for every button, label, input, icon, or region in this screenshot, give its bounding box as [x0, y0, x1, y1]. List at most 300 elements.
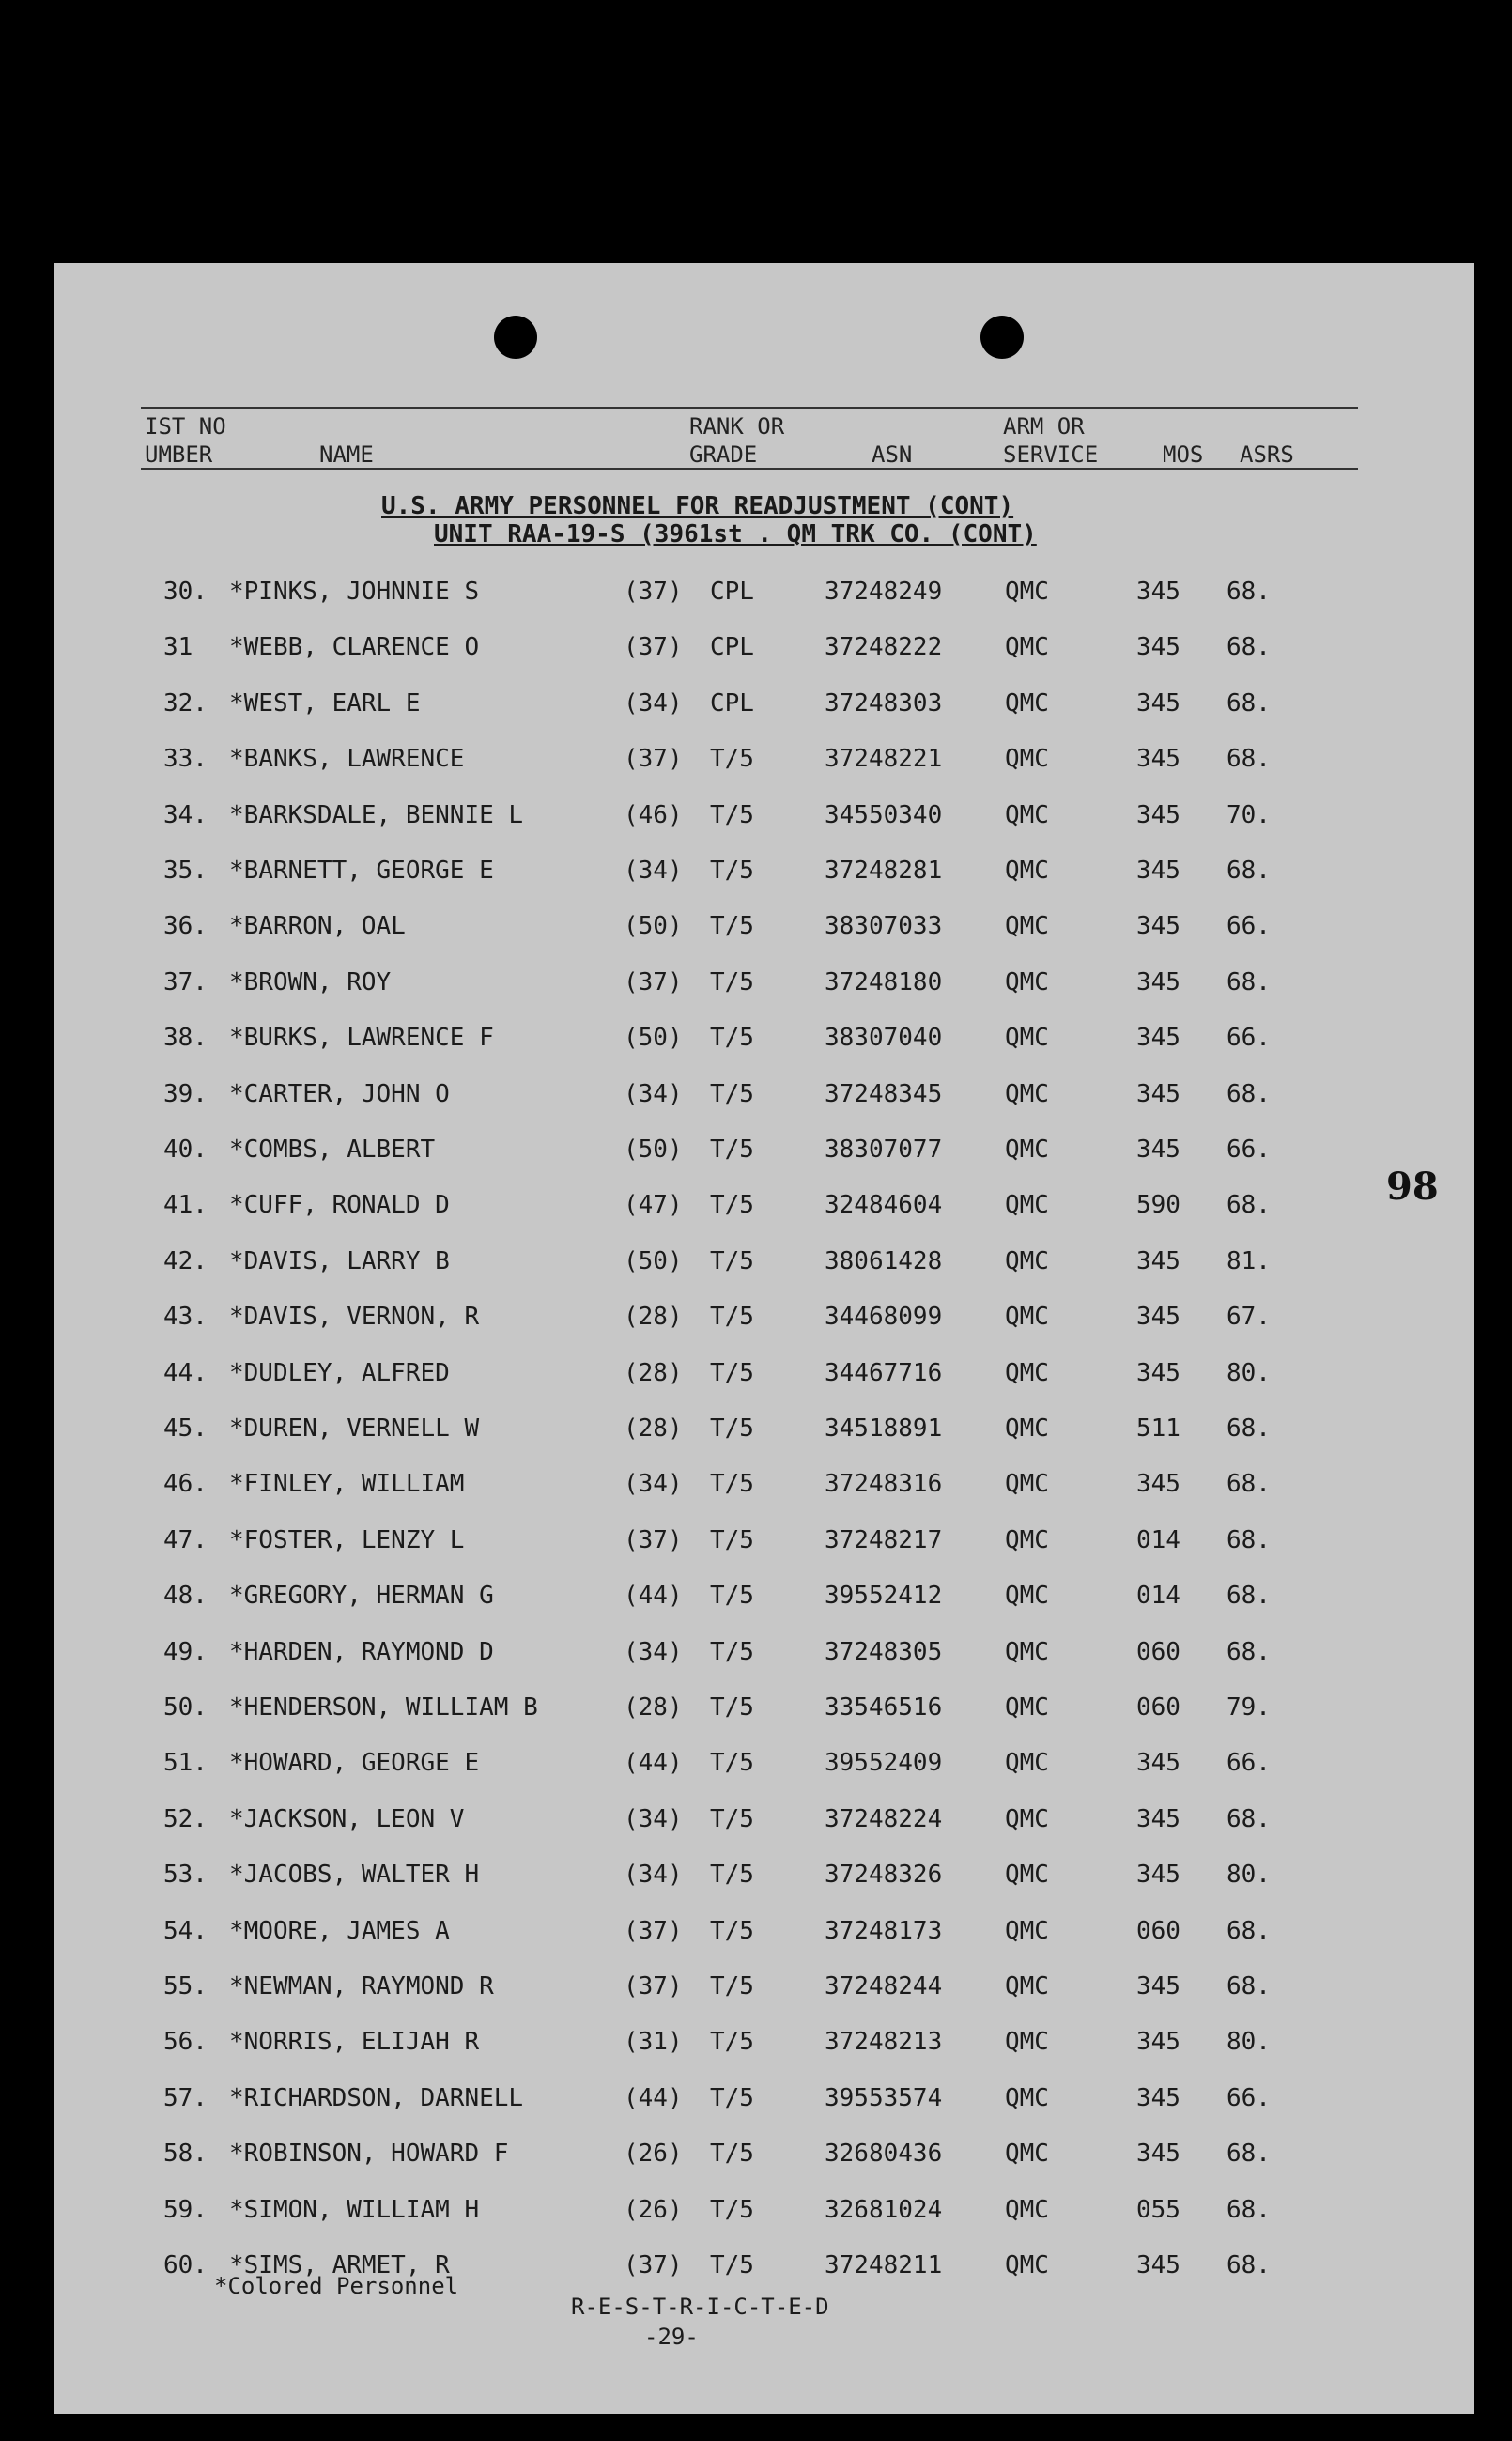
mos-code: 345: [1136, 633, 1180, 662]
row-number: 41.: [163, 1191, 208, 1220]
table-row: [54, 1917, 1474, 1954]
grade: T/5: [710, 967, 754, 996]
mos-code: 345: [1136, 1246, 1180, 1275]
age-group: (34): [624, 1637, 683, 1666]
header-bottom-rule: [141, 468, 1358, 470]
arm-of-service: QMC: [1005, 2083, 1049, 2112]
grade: T/5: [710, 1637, 754, 1666]
age-group: (28): [624, 1414, 683, 1443]
arm-of-service: QMC: [1005, 633, 1049, 662]
mos-code: 345: [1136, 1470, 1180, 1499]
personnel-name: *CUFF, RONALD D: [229, 1191, 450, 1220]
serial-number: 37248211: [825, 2251, 943, 2279]
title-line-2: UNIT RAA-19-S (3961st . QM TRK CO. (CONT): [434, 520, 1037, 548]
personnel-name: *BARKSDALE, BENNIE L: [229, 800, 524, 829]
mos-code: 345: [1136, 745, 1180, 774]
table-row: [54, 1191, 1474, 1228]
personnel-name: *COMBS, ALBERT: [229, 1136, 436, 1164]
age-group: (26): [624, 2195, 683, 2224]
asrs-score: 68.: [1227, 857, 1271, 885]
mos-code: 060: [1136, 1916, 1180, 1945]
arm-of-service: QMC: [1005, 1972, 1049, 2001]
row-number: 38.: [163, 1024, 208, 1053]
arm-of-service: QMC: [1005, 2251, 1049, 2279]
arm-of-service: QMC: [1005, 688, 1049, 718]
age-group: (50): [624, 1136, 683, 1164]
grade: T/5: [710, 1414, 754, 1443]
serial-number: 37248305: [825, 1637, 943, 1666]
asrs-score: 66.: [1227, 912, 1271, 941]
arm-of-service: QMC: [1005, 1358, 1049, 1387]
document-page: [54, 263, 1474, 2414]
asrs-score: 66.: [1227, 1024, 1271, 1053]
personnel-name: *MOORE, JAMES A: [229, 1916, 450, 1945]
asrs-score: 80.: [1227, 2028, 1271, 2057]
personnel-name: *BARRON, OAL: [229, 912, 406, 941]
grade: T/5: [710, 1246, 754, 1275]
grade: CPL: [710, 578, 754, 606]
table-row: [54, 1805, 1474, 1843]
serial-number: 37248213: [825, 2028, 943, 2057]
age-group: (28): [624, 1358, 683, 1387]
personnel-name: *DUDLEY, ALFRED: [229, 1358, 450, 1387]
asrs-score: 68.: [1227, 578, 1271, 606]
mos-code: 345: [1136, 1972, 1180, 2001]
table-row: [54, 1247, 1474, 1285]
header-list-no: IST NO: [145, 413, 226, 440]
asrs-score: 66.: [1227, 1136, 1271, 1164]
grade: T/5: [710, 912, 754, 941]
personnel-name: *FINLEY, WILLIAM: [229, 1470, 465, 1499]
grade: T/5: [710, 1525, 754, 1554]
grade: T/5: [710, 1079, 754, 1108]
asrs-score: 70.: [1227, 800, 1271, 829]
personnel-name: *JACKSON, LEON V: [229, 1804, 465, 1833]
age-group: (26): [624, 2140, 683, 2169]
table-row: [54, 1303, 1474, 1340]
asrs-score: 80.: [1227, 1861, 1271, 1890]
personnel-name: *BURKS, LAWRENCE F: [229, 1024, 494, 1053]
grade: T/5: [710, 1303, 754, 1332]
punch-hole: [980, 316, 1024, 359]
serial-number: 39553574: [825, 2083, 943, 2112]
arm-of-service: QMC: [1005, 1136, 1049, 1164]
grade: T/5: [710, 1582, 754, 1611]
grade: CPL: [710, 688, 754, 718]
mos-code: 345: [1136, 1804, 1180, 1833]
grade: T/5: [710, 1916, 754, 1945]
asrs-score: 68.: [1227, 1972, 1271, 2001]
page-stamp-number: 98: [1386, 1165, 1439, 1209]
row-number: 36.: [163, 912, 208, 941]
row-number: 49.: [163, 1637, 208, 1666]
page-number: -29-: [644, 2324, 699, 2350]
header-asrs: ASRS: [1240, 441, 1294, 468]
age-group: (37): [624, 1525, 683, 1554]
personnel-name: *HARDEN, RAYMOND D: [229, 1637, 494, 1666]
grade: T/5: [710, 2140, 754, 2169]
asrs-score: 68.: [1227, 2251, 1271, 2279]
grade: T/5: [710, 2251, 754, 2279]
mos-code: 345: [1136, 1303, 1180, 1332]
grade: T/5: [710, 745, 754, 774]
table-row: [54, 912, 1474, 950]
arm-of-service: QMC: [1005, 967, 1049, 996]
asrs-score: 68.: [1227, 1637, 1271, 1666]
age-group: (50): [624, 1024, 683, 1053]
row-number: 45.: [163, 1414, 208, 1443]
arm-of-service: QMC: [1005, 1414, 1049, 1443]
mos-code: 345: [1136, 1024, 1180, 1053]
personnel-name: *NORRIS, ELIJAH R: [229, 2028, 480, 2057]
age-group: (34): [624, 1470, 683, 1499]
row-number: 53.: [163, 1861, 208, 1890]
grade: T/5: [710, 1024, 754, 1053]
serial-number: 32484604: [825, 1191, 943, 1220]
asrs-score: 68.: [1227, 1079, 1271, 1108]
age-group: (44): [624, 1749, 683, 1778]
arm-of-service: QMC: [1005, 1470, 1049, 1499]
mos-code: 055: [1136, 2195, 1180, 2224]
mos-code: 345: [1136, 2028, 1180, 2057]
row-number: 60.: [163, 2251, 208, 2279]
serial-number: 34550340: [825, 800, 943, 829]
serial-number: 37248281: [825, 857, 943, 885]
age-group: (50): [624, 1246, 683, 1275]
personnel-name: *NEWMAN, RAYMOND R: [229, 1972, 494, 2001]
unit-title: [54, 520, 1474, 548]
table-row: [54, 1024, 1474, 1061]
serial-number: 38307040: [825, 1024, 943, 1053]
asrs-score: 68.: [1227, 745, 1271, 774]
asrs-score: 68.: [1227, 1804, 1271, 1833]
footnote: *Colored Personnel: [214, 2273, 459, 2299]
grade: T/5: [710, 1191, 754, 1220]
mos-code: 345: [1136, 1079, 1180, 1108]
mos-code: 345: [1136, 857, 1180, 885]
table-row: [54, 1638, 1474, 1676]
mos-code: 345: [1136, 2083, 1180, 2112]
header-service: SERVICE: [1003, 441, 1099, 468]
serial-number: 37248316: [825, 1470, 943, 1499]
punch-hole: [494, 316, 537, 359]
row-number: 55.: [163, 1972, 208, 2001]
serial-number: 37248222: [825, 633, 943, 662]
age-group: (28): [624, 1303, 683, 1332]
serial-number: 37248244: [825, 1972, 943, 2001]
personnel-name: *CARTER, JOHN O: [229, 1079, 450, 1108]
row-number: 43.: [163, 1303, 208, 1332]
table-row: [54, 1526, 1474, 1564]
header-number: UMBER: [145, 441, 213, 468]
document-title: [54, 492, 1474, 520]
grade: T/5: [710, 1749, 754, 1778]
header-grade: GRADE: [689, 441, 758, 468]
age-group: (37): [624, 578, 683, 606]
table-row: [54, 1470, 1474, 1507]
grade: CPL: [710, 633, 754, 662]
table-row: [54, 1582, 1474, 1619]
mos-code: 060: [1136, 1693, 1180, 1722]
arm-of-service: QMC: [1005, 2140, 1049, 2169]
table-row: [54, 578, 1474, 615]
arm-of-service: QMC: [1005, 1637, 1049, 1666]
mos-code: 590: [1136, 1191, 1180, 1220]
grade: T/5: [710, 1972, 754, 2001]
personnel-name: *JACOBS, WALTER H: [229, 1861, 480, 1890]
arm-of-service: QMC: [1005, 1861, 1049, 1890]
row-number: 52.: [163, 1804, 208, 1833]
row-number: 40.: [163, 1136, 208, 1164]
mos-code: 014: [1136, 1582, 1180, 1611]
table-row: [54, 1080, 1474, 1118]
mos-code: 345: [1136, 1358, 1180, 1387]
personnel-name: *DAVIS, VERNON, R: [229, 1303, 480, 1332]
asrs-score: 68.: [1227, 1470, 1271, 1499]
row-number: 57.: [163, 2083, 208, 2112]
table-row: [54, 2196, 1474, 2233]
grade: T/5: [710, 800, 754, 829]
row-number: 31: [163, 633, 193, 662]
serial-number: 32681024: [825, 2195, 943, 2224]
age-group: (37): [624, 745, 683, 774]
row-number: 44.: [163, 1358, 208, 1387]
personnel-name: *BANKS, LAWRENCE: [229, 745, 465, 774]
header-name: NAME: [319, 441, 374, 468]
personnel-name: *WEBB, CLARENCE O: [229, 633, 480, 662]
mos-code: 511: [1136, 1414, 1180, 1443]
asrs-score: 68.: [1227, 633, 1271, 662]
asrs-score: 68.: [1227, 2140, 1271, 2169]
age-group: (37): [624, 633, 683, 662]
age-group: (47): [624, 1191, 683, 1220]
table-row: [54, 2028, 1474, 2065]
personnel-name: *WEST, EARL E: [229, 688, 421, 718]
serial-number: 37248217: [825, 1525, 943, 1554]
mos-code: 345: [1136, 1136, 1180, 1164]
table-row: [54, 801, 1474, 839]
row-number: 47.: [163, 1525, 208, 1554]
serial-number: 38061428: [825, 1246, 943, 1275]
serial-number: 34518891: [825, 1414, 943, 1443]
row-number: 59.: [163, 2195, 208, 2224]
table-row: [54, 2140, 1474, 2177]
asrs-score: 68.: [1227, 1414, 1271, 1443]
row-number: 54.: [163, 1916, 208, 1945]
personnel-name: *BARNETT, GEORGE E: [229, 857, 494, 885]
mos-code: 345: [1136, 967, 1180, 996]
arm-of-service: QMC: [1005, 1303, 1049, 1332]
age-group: (50): [624, 912, 683, 941]
asrs-score: 68.: [1227, 967, 1271, 996]
personnel-name: *DUREN, VERNELL W: [229, 1414, 480, 1443]
age-group: (46): [624, 800, 683, 829]
arm-of-service: QMC: [1005, 578, 1049, 606]
mos-code: 345: [1136, 800, 1180, 829]
arm-of-service: QMC: [1005, 1246, 1049, 1275]
age-group: (34): [624, 857, 683, 885]
arm-of-service: QMC: [1005, 800, 1049, 829]
serial-number: 39552409: [825, 1749, 943, 1778]
mos-code: 345: [1136, 2251, 1180, 2279]
table-row: [54, 689, 1474, 727]
serial-number: 37248180: [825, 967, 943, 996]
asrs-score: 68.: [1227, 2195, 1271, 2224]
serial-number: 37248326: [825, 1861, 943, 1890]
row-number: 30.: [163, 578, 208, 606]
table-row: [54, 1136, 1474, 1173]
age-group: (31): [624, 2028, 683, 2057]
arm-of-service: QMC: [1005, 1024, 1049, 1053]
row-number: 32.: [163, 688, 208, 718]
row-number: 50.: [163, 1693, 208, 1722]
header-asn: ASN: [872, 441, 913, 468]
arm-of-service: QMC: [1005, 1693, 1049, 1722]
table-row: [54, 1414, 1474, 1452]
table-row: [54, 1693, 1474, 1731]
age-group: (34): [624, 1861, 683, 1890]
row-number: 46.: [163, 1470, 208, 1499]
mos-code: 060: [1136, 1637, 1180, 1666]
personnel-name: *DAVIS, LARRY B: [229, 1246, 450, 1275]
arm-of-service: QMC: [1005, 1191, 1049, 1220]
asrs-score: 66.: [1227, 1749, 1271, 1778]
arm-of-service: QMC: [1005, 1916, 1049, 1945]
arm-of-service: QMC: [1005, 745, 1049, 774]
mos-code: 345: [1136, 688, 1180, 718]
age-group: (28): [624, 1693, 683, 1722]
table-row: [54, 2084, 1474, 2122]
mos-code: 345: [1136, 578, 1180, 606]
row-number: 48.: [163, 1582, 208, 1611]
row-number: 35.: [163, 857, 208, 885]
arm-of-service: QMC: [1005, 1525, 1049, 1554]
arm-of-service: QMC: [1005, 1079, 1049, 1108]
personnel-name: *RICHARDSON, DARNELL: [229, 2083, 524, 2112]
grade: T/5: [710, 2195, 754, 2224]
row-number: 58.: [163, 2140, 208, 2169]
asrs-score: 66.: [1227, 2083, 1271, 2112]
age-group: (44): [624, 1582, 683, 1611]
asrs-score: 80.: [1227, 1358, 1271, 1387]
grade: T/5: [710, 1136, 754, 1164]
grade: T/5: [710, 857, 754, 885]
serial-number: 34468099: [825, 1303, 943, 1332]
grade: T/5: [710, 1358, 754, 1387]
table-row: [54, 633, 1474, 671]
personnel-name: *FOSTER, LENZY L: [229, 1525, 465, 1554]
row-number: 39.: [163, 1079, 208, 1108]
header-arm: ARM OR: [1003, 413, 1085, 440]
serial-number: 37248249: [825, 578, 943, 606]
serial-number: 37248173: [825, 1916, 943, 1945]
asrs-score: 68.: [1227, 1582, 1271, 1611]
table-row: [54, 745, 1474, 782]
table-row: [54, 1972, 1474, 2010]
row-number: 51.: [163, 1749, 208, 1778]
asrs-score: 81.: [1227, 1246, 1271, 1275]
asrs-score: 68.: [1227, 1191, 1271, 1220]
header-top-rule: [141, 407, 1358, 409]
asrs-score: 67.: [1227, 1303, 1271, 1332]
serial-number: 37248303: [825, 688, 943, 718]
grade: T/5: [710, 2083, 754, 2112]
grade: T/5: [710, 1804, 754, 1833]
serial-number: 37248345: [825, 1079, 943, 1108]
serial-number: 37248224: [825, 1804, 943, 1833]
grade: T/5: [710, 2028, 754, 2057]
serial-number: 37248221: [825, 745, 943, 774]
age-group: (37): [624, 967, 683, 996]
mos-code: 014: [1136, 1525, 1180, 1554]
serial-number: 34467716: [825, 1358, 943, 1387]
grade: T/5: [710, 1861, 754, 1890]
age-group: (37): [624, 1972, 683, 2001]
mos-code: 345: [1136, 1861, 1180, 1890]
table-row: [54, 1359, 1474, 1397]
arm-of-service: QMC: [1005, 1582, 1049, 1611]
table-row: [54, 1749, 1474, 1786]
grade: T/5: [710, 1470, 754, 1499]
age-group: (37): [624, 2251, 683, 2279]
arm-of-service: QMC: [1005, 2028, 1049, 2057]
table-row: [54, 968, 1474, 1006]
mos-code: 345: [1136, 912, 1180, 941]
personnel-name: *PINKS, JOHNNIE S: [229, 578, 480, 606]
mos-code: 345: [1136, 2140, 1180, 2169]
table-row: [54, 857, 1474, 894]
personnel-name: *SIMS, ARMET, R: [229, 2251, 450, 2279]
personnel-name: *ROBINSON, HOWARD F: [229, 2140, 509, 2169]
serial-number: 38307033: [825, 912, 943, 941]
asrs-score: 68.: [1227, 688, 1271, 718]
serial-number: 32680436: [825, 2140, 943, 2169]
age-group: (34): [624, 1804, 683, 1833]
personnel-name: *BROWN, ROY: [229, 967, 392, 996]
personnel-name: *SIMON, WILLIAM H: [229, 2195, 480, 2224]
row-number: 42.: [163, 1246, 208, 1275]
asrs-score: 79.: [1227, 1693, 1271, 1722]
serial-number: 39552412: [825, 1582, 943, 1611]
asrs-score: 68.: [1227, 1525, 1271, 1554]
arm-of-service: QMC: [1005, 1749, 1049, 1778]
row-number: 33.: [163, 745, 208, 774]
arm-of-service: QMC: [1005, 1804, 1049, 1833]
classification-marking: R-E-S-T-R-I-C-T-E-D: [571, 2294, 829, 2320]
header-rank: RANK OR: [689, 413, 785, 440]
header-mos: MOS: [1163, 441, 1204, 468]
row-number: 37.: [163, 967, 208, 996]
table-row: [54, 1861, 1474, 1898]
age-group: (44): [624, 2083, 683, 2112]
grade: T/5: [710, 1693, 754, 1722]
personnel-name: *HOWARD, GEORGE E: [229, 1749, 480, 1778]
personnel-name: *GREGORY, HERMAN G: [229, 1582, 494, 1611]
title-line-1: U.S. ARMY PERSONNEL FOR READJUSTMENT (CONT): [381, 492, 1014, 520]
personnel-name: *HENDERSON, WILLIAM B: [229, 1693, 538, 1722]
row-number: 56.: [163, 2028, 208, 2057]
age-group: (34): [624, 1079, 683, 1108]
arm-of-service: QMC: [1005, 2195, 1049, 2224]
age-group: (34): [624, 688, 683, 718]
mos-code: 345: [1136, 1749, 1180, 1778]
serial-number: 38307077: [825, 1136, 943, 1164]
arm-of-service: QMC: [1005, 912, 1049, 941]
arm-of-service: QMC: [1005, 857, 1049, 885]
row-number: 34.: [163, 800, 208, 829]
age-group: (37): [624, 1916, 683, 1945]
asrs-score: 68.: [1227, 1916, 1271, 1945]
